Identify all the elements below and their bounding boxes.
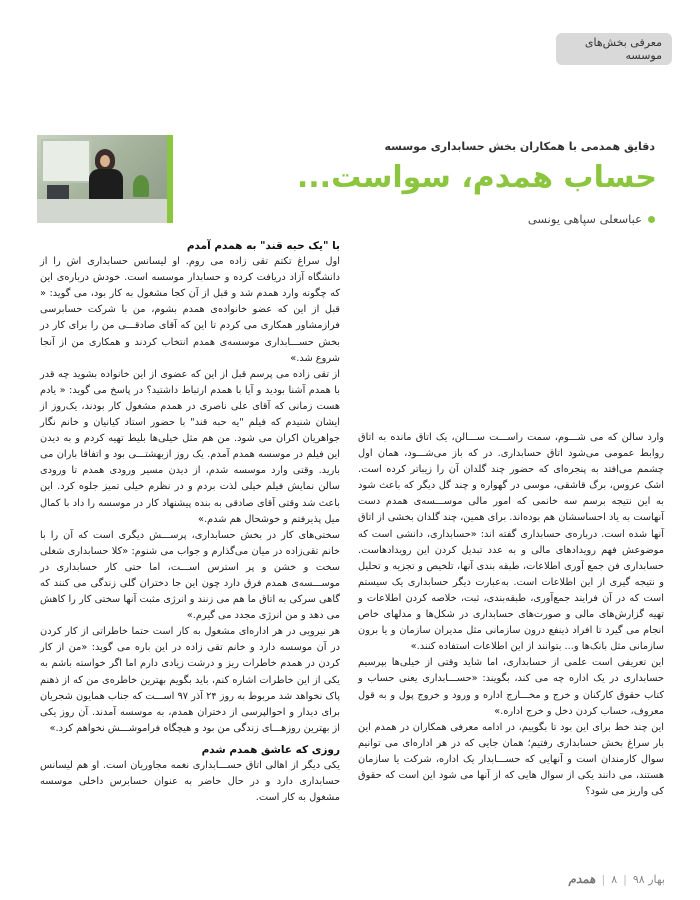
paragraph: وارد سالن که می شـــوم، سمت راســـت ســـالن، یک اتاق مانده به اتاق روابط عمومی می‌شود اتاق حسابداری. در که باز می‌شـــود، همان اول چشمم می‌افتد به پنجره‌ای که حضور چند گلدان آن را زیباتر کرده است. اشک عروس، برگ قاشقی، موسی در گهواره و چند گل دیگر که باعث شود به این نتیجه برسم سه خانمی که امور مالی موســـسه‌ی همدم دست آنهاست به یاد احساسشان هم بوده‌اند. برای همین، چند گلدان بخشی از اتاق آنها شده است. درباره‌ی حسابداری گفته اند: «حسابداری، دانشی است که موضوعش فهم رویدادهای مالی و به عدد تبدیل کردن این رویدادهاست. حسابداری فن جمع آوری اطلاعات، طبقه بندی آنها، تلخیص و تجزیه و تحلیل و نتیجه گیری از این اطلاعات است. به‌عبارت دیگر حسابداری یک سیستم است که در آن فرایند جمع‌آوری، طبقه‌بندی، ثبت، خلاصه کردن اطلاعات و تهیه گزارش‌های مالی و صورت‌های حسابداری در شکل‌ها و مدلهای خاص انجام می گیرد تا افراد ذینفع درون سازمانی مثل مدیران سازمان و یا برون سازمانی مثل بانک‌ها و... بتوانند از این اطلاعات استفاده کنند.»	[358, 432, 664, 653]
right-column	[358, 430, 664, 800]
article-headline: حساب همدم، سواست...	[296, 160, 657, 195]
photo-person-face	[100, 155, 110, 167]
photo-desk	[37, 199, 167, 223]
magazine-logo: همدم	[568, 872, 596, 886]
author-bullet-icon	[648, 216, 655, 223]
footer-season: بهار ۹۸	[632, 872, 665, 886]
footer-separator: |	[623, 872, 627, 886]
paragraph: یکی دیگر از اهالی اتاق حســـابداری نغمه مجاوریان است. او هم لیسانس حسابداری دارد و در حال حاضر به عنوان حسابرس داخلی موسسه مشغول به کار است.	[40, 760, 340, 804]
left-column	[40, 238, 340, 806]
page-number: ۸	[611, 872, 618, 886]
photo-accent-bar	[167, 135, 173, 223]
page-footer	[540, 870, 665, 888]
footer-separator: |	[601, 872, 606, 886]
photo-window	[41, 139, 91, 183]
paragraph: سختی‌های کار در بخش حسابداری، پرســـش دیگری است که آن را با خانم تقی‌زاده در میان می‌گذارم و جواب می شنوم: «کلا حسابداری شغلی سخت و خشن و پر استرس اســـت، اما حتی کار حسابداری در موســـسه‌ی همدم فرق دارد چون این جا دختران گلی زندگی می کنند که گاهی سرکی به اتاق ما هم می زنند و انرژی مثبت آنها سختی کار را کاهش می دهد و من انرژی مجدد می گیرم.»	[40, 529, 340, 622]
paragraph: این چند خط برای این بود تا بگوییم، در ادامه معرفی همکاران در همدم این بار سراغ بخش حسابداری رفتیم؛ همان جایی که در هر اداره‌ای می توانیم سوال کارمندان است و آنهایی که حســـابدار یک اداره، شرکت یا سازمان هستند، می دانند یکی از سوال هایی که از آنها می شود این است که حقوق کی واریز می شود؟	[358, 721, 664, 798]
photo-plant	[133, 175, 149, 197]
paragraph: این تعریفی است علمی از حسابداری، اما شاید وقتی از خیلی‌ها بپرسیم حسابداری در یک اداره چه می کند، بگویند: «حســـابداری یعنی حساب و کتاب حقوق کارکنان و خرج و مخـــارج اداره و ورود و خروج پول و به قول معروف، حساب کردن دخل و خرج اداره.»	[358, 657, 664, 717]
section-tab-label: معرفی بخش‌های موسسه	[584, 36, 662, 62]
section-heading: با "یک حبه قند" به همدم آمدم	[186, 240, 340, 252]
author-name: عباسعلی سپاهی یونسی	[527, 212, 642, 226]
author-line	[355, 212, 655, 226]
section-tab	[556, 33, 672, 65]
article-subtitle: دقایق همدمی با همکاران بخش حسابداری موسسه	[384, 140, 655, 153]
paragraph: هر نیرویی در هر اداره‌ای مشغول به کار است حتما خاطراتی از کار کردن در آن موسسه دارد و خانم تقی زاده در این باره می گوید: «من از کار کردن در همدم خاطرات ریز و درشت زیادی دارم اما اگر خواسته باشم به یکی از این خاطرات اشاره کنم، باید بگویم بهترین خاطره‌ی من که از ذهنم پاک نخواهد شد مربوط به روز ۲۴ آذر ۹۷ اســـت که جناب همایون شجریان برای دیدار و احوالپرسی از دختران همدم، به موسسه آمدند. آن روز یکی از بهترین روزهـــای زندگی من بود و هیچگاه فراموشـــش نخواهم کرد.»	[40, 626, 341, 734]
staff-photo	[37, 135, 167, 223]
paragraph: از تقی زاده می پرسم قبل از این که عضوی از این خانواده بشوید چه قدر با همدم آشنا بودید و آیا با همدم ارتباط داشتید؟ در پاسخ می گوید: « یادم هست زمانی که آقای علی ناصری در همدم مشغول کار بودند، یک‌روز از ایشان شنیدم که فیلم "یه حبه قند" با حضور استاد کیانیان و خانم نگار جواهریان اکران می شود. من هم مثل خیلی‌ها بلیط تهیه کردم و به دیدن این فیلم در موسسه همدم آمدم. یک روز ازبهشتـــی بود و اتفاقا باران می بارید. وقتی وارد موسسه شدم، از دیدن مسیر ورودی همدم تا ورودی سالن نمایش فیلم خیلی لذت بردم و در نظرم خیلی تمیز جلوه کرد. این باعث شد وقتی آقای صادقی به بنده پیشنهاد کار در موسسه را داد با کمال میل پذیرفتم و خوشحال هم شدم.»	[40, 368, 340, 525]
section-heading: روزی که عاشق همدم شدم	[201, 743, 340, 756]
paragraph: اول سراغ تکتم تقی زاده می روم. او لیسانس حسابداری اش را از دانشگاه آزاد دریافت کرده و حسابدار موسسه است. خودش درباره‌ی این که چگونه وارد همدم شد و قبل از آن کجا مشغول به کار بود، می گوید: « قبل از این که عضو خانواده‌ی همدم بشوم، من با شرکت حسابرسی فرازمشاور همکاری می کردم تا این که آقای صادقـــی من را برای کار در بخش حســـابداری موسسه‌ی همدم انتخاب کردند و همکاری من از آنجا شروع شد.»	[40, 256, 340, 364]
